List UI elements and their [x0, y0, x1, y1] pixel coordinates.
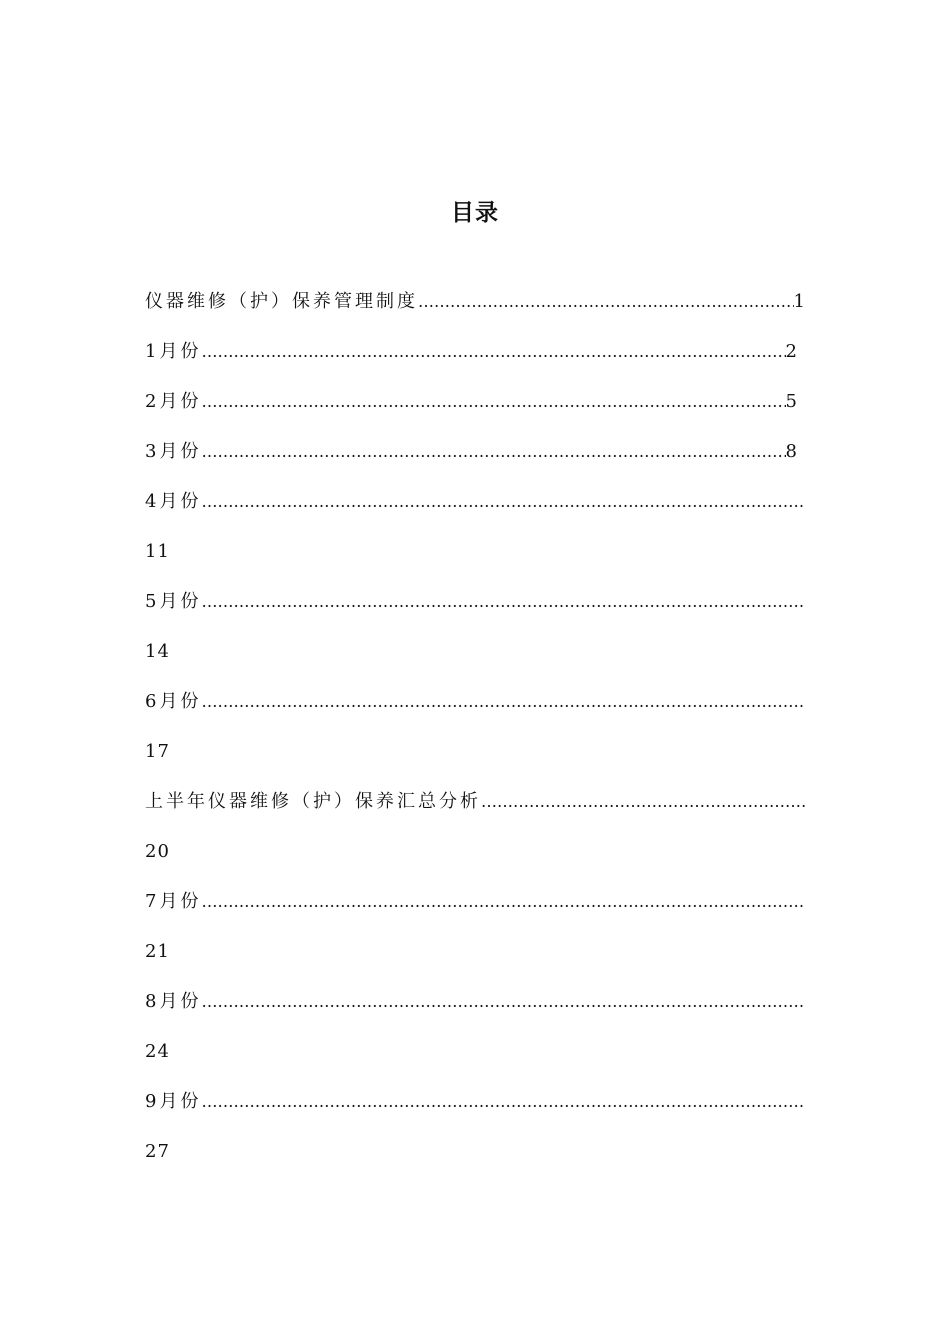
toc-dot-leader: [201, 984, 805, 1020]
toc-dot-leader: [418, 284, 794, 320]
toc-entry-page: 2: [785, 341, 797, 362]
toc-dot-leader: [201, 884, 805, 920]
toc-entry-label: 仪器维修（护）保养管理制度: [145, 291, 418, 312]
toc-entry[interactable]: [145, 484, 805, 534]
toc-dot-leader: [201, 334, 785, 370]
toc-entry-label: 4月份: [145, 491, 202, 512]
toc-entry[interactable]: [145, 884, 805, 934]
toc-entry-page: 8: [785, 441, 797, 462]
toc-entry-label: 9月份: [145, 1091, 202, 1112]
toc-entry-page: 14: [145, 641, 170, 662]
toc-dot-leader: [481, 784, 805, 820]
toc-entry-label: 6月份: [145, 691, 202, 712]
toc-dot-leader: [201, 484, 805, 520]
toc-entry[interactable]: [145, 334, 805, 384]
toc-entry-page: 1: [793, 291, 805, 312]
toc-entry-label: 上半年仪器维修（护）保养汇总分析: [145, 791, 481, 812]
toc-entry[interactable]: [145, 784, 805, 834]
toc-entry-label: 3月份: [145, 441, 202, 462]
page-title: 目录: [451, 200, 499, 226]
toc-entry-page: 21: [145, 941, 170, 962]
toc-entry-page: 5: [785, 391, 797, 412]
toc-dot-leader: [201, 584, 805, 620]
toc-dot-leader: [201, 1084, 805, 1120]
toc-dot-leader: [201, 684, 805, 720]
toc-entry-page: 27: [145, 1141, 170, 1162]
toc-entry-page: 11: [145, 541, 170, 562]
toc-entry[interactable]: [145, 584, 805, 634]
toc-dot-leader: [201, 384, 785, 420]
toc-entry-label: 5月份: [145, 591, 202, 612]
toc-entry[interactable]: [145, 284, 805, 334]
toc-entry-page: 17: [145, 741, 170, 762]
toc-entry-label: 8月份: [145, 991, 202, 1012]
toc-entry-page: 24: [145, 1041, 170, 1062]
toc-entry[interactable]: [145, 1084, 805, 1134]
toc-entry[interactable]: [145, 684, 805, 734]
toc-entry-page: 20: [145, 841, 170, 862]
toc-entry[interactable]: [145, 434, 805, 484]
toc-entry[interactable]: [145, 984, 805, 1034]
toc-entry-label: 1月份: [145, 341, 202, 362]
toc-entry[interactable]: [145, 384, 805, 434]
toc-entry-label: 2月份: [145, 391, 202, 412]
toc-dot-leader: [201, 434, 785, 470]
toc-entry-label: 7月份: [145, 891, 202, 912]
table-of-contents: [145, 284, 805, 1184]
